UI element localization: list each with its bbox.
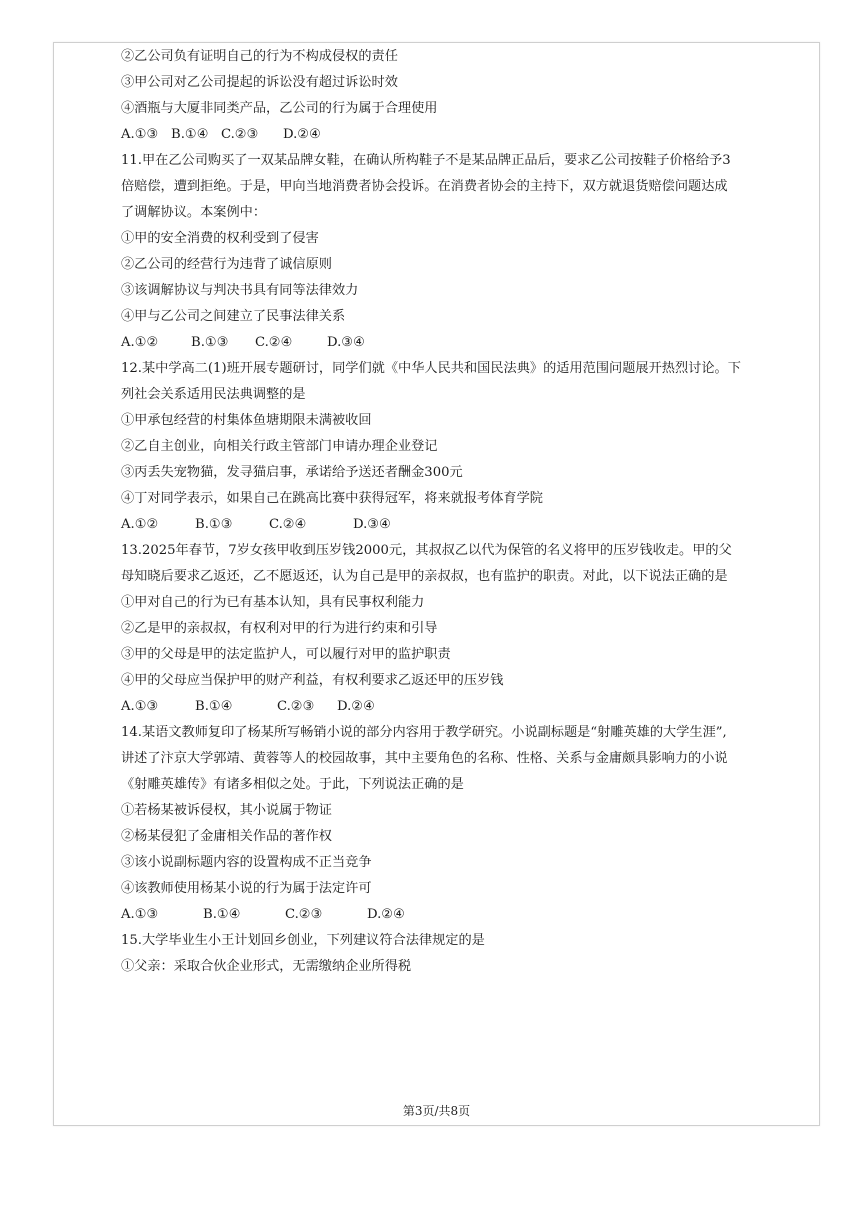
option-line: ①甲的安全消费的权利受到了侵害 [121, 231, 319, 246]
choice-d: D.②④ [337, 699, 375, 714]
text-line: ③甲公司对乙公司提起的诉讼没有超过诉讼时效 [121, 75, 398, 90]
answer-choices [121, 902, 811, 928]
option-line: ②杨某侵犯了金庸相关作品的著作权 [121, 829, 332, 844]
question-text: 列社会关系适用民法典调整的是 [121, 387, 306, 402]
text-line: ②乙公司负有证明自己的行为不构成侵权的责任 [121, 49, 398, 64]
choice-d: D.②④ [367, 907, 405, 922]
choice-b: B.①③ [195, 517, 233, 532]
choice-b: B.①④ [171, 127, 209, 142]
question-text: 11.甲在乙公司购买了一双某品牌女鞋，在确认所构鞋子不是某品牌正品后，要求乙公司按鞋子价格给予3 [121, 153, 731, 168]
option-line: ③丙丢失宠物猫，发寻猫启事，承诺给予送还者酬金300元 [121, 465, 463, 480]
question-text: 讲述了汴京大学郭靖、黄蓉等人的校园故事，其中主要角色的名称、性格、关系与金庸颇具影响力的小说 [121, 751, 728, 766]
question-text: 15.大学毕业生小王计划回乡创业，下列建议符合法律规定的是 [121, 933, 485, 948]
answer-choices [121, 122, 811, 148]
choice-c: C.②④ [255, 335, 293, 350]
option-line: ①父亲：采取合伙企业形式，无需缴纳企业所得税 [121, 959, 412, 974]
question-text: 倍赔偿，遭到拒绝。于是，甲向当地消费者协会投诉。在消费者协会的主持下，双方就退货赔偿问题达成 [121, 179, 728, 194]
question-text: 12.某中学高二(1)班开展专题研讨，同学们就《中华人民共和国民法典》的适用范围问题展开热烈讨论。下 [121, 361, 741, 376]
page-number: 第3页/共8页 [402, 1104, 471, 1118]
choice-c: C.②③ [277, 699, 315, 714]
option-line: ③该调解协议与判决书具有同等法律效力 [121, 283, 359, 298]
choice-b: B.①④ [203, 907, 241, 922]
choice-a: A.①③ [121, 127, 159, 142]
option-line: ④甲的父母应当保护甲的财产利益，有权利要求乙返还甲的压岁钱 [121, 673, 504, 688]
choice-d: D.②④ [283, 127, 321, 142]
choice-a: A.①③ [121, 699, 159, 714]
text-line: ④酒瓶与大厦非同类产品，乙公司的行为属于合理使用 [121, 101, 438, 116]
choice-c: C.②④ [269, 517, 307, 532]
choice-c: C.②③ [221, 127, 259, 142]
option-line: ③甲的父母是甲的法定监护人，可以履行对甲的监护职责 [121, 647, 451, 662]
option-line: ①甲对自己的行为已有基本认知，具有民事权利能力 [121, 595, 425, 610]
choice-a: A.①② [121, 517, 159, 532]
answer-choices [121, 512, 811, 538]
choice-d: D.③④ [327, 335, 365, 350]
option-line: ①甲承包经营的村集体鱼塘期限未满被收回 [121, 413, 372, 428]
option-line: ④丁对同学表示，如果自己在跳高比赛中获得冠军，将来就报考体育学院 [121, 491, 543, 506]
option-line: ④该教师使用杨某小说的行为属于法定许可 [121, 881, 372, 896]
choice-a: A.①③ [121, 907, 159, 922]
choice-b: B.①④ [195, 699, 233, 714]
option-line: ②乙公司的经营行为违背了诚信原则 [121, 257, 332, 272]
question-text: 《射雕英雄传》有诸多相似之处。于此，下列说法正确的是 [121, 777, 464, 792]
question-text: 母知晓后要求乙返还，乙不愿返还，认为自己是甲的亲叔叔，也有监护的职责。对此，以下说法正确的是 [121, 569, 728, 584]
choice-c: C.②③ [285, 907, 323, 922]
page-content [121, 44, 811, 980]
question-text: 了调解协议。本案例中： [121, 205, 267, 220]
answer-choices [121, 330, 811, 356]
option-line: ②乙自主创业，向相关行政主管部门申请办理企业登记 [121, 439, 438, 454]
choice-a: A.①② [121, 335, 159, 350]
option-line: ②乙是甲的亲叔叔，有权利对甲的行为进行约束和引导 [121, 621, 438, 636]
option-line: ③该小说副标题内容的设置构成不正当竞争 [121, 855, 372, 870]
question-text: 13.2025年春节，7岁女孩甲收到压岁钱2000元，其叔叔乙以代为保管的名义将甲的压岁钱收走。甲的父 [121, 543, 732, 558]
answer-choices [121, 694, 811, 720]
question-text: 14.某语文教师复印了杨某所写畅销小说的部分内容用于教学研究。小说副标题是“射雕英雄的大学生涯”, [121, 725, 727, 740]
option-line: ④甲与乙公司之间建立了民事法律关系 [121, 309, 346, 324]
option-line: ①若杨某被诉侵权，其小说属于物证 [121, 803, 332, 818]
document-page [53, 42, 820, 1126]
choice-d: D.③④ [353, 517, 391, 532]
choice-b: B.①③ [191, 335, 229, 350]
